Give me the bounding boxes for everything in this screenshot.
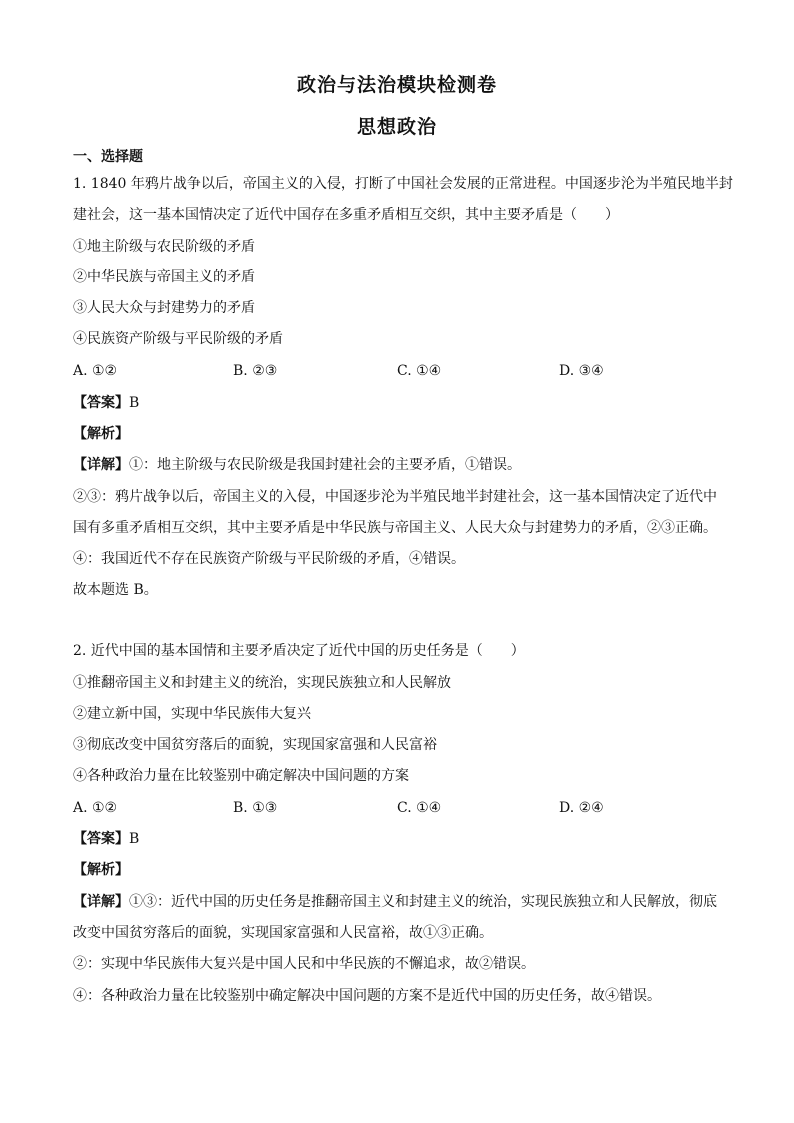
page-subtitle: 思想政治	[356, 116, 437, 138]
q2-answer	[73, 829, 733, 849]
q2-stem: 2. 近代中国的基本国情和主要矛盾决定了近代中国的历史任务是（ ）	[73, 643, 525, 659]
q2-detail-line3: ②：实现中华民族伟大复兴是中国人民和中华民族的不懈追求，故②错误。	[73, 956, 535, 972]
q1-stem-line1: 1. 1840 年鸦片战争以后，帝国主义的入侵，打断了中国社会发展的正常进程。中国逐步沦为半殖民地半封	[73, 176, 733, 192]
q2-option-b: B. ①③	[233, 800, 278, 816]
answer-value: B	[129, 831, 140, 847]
q2-item-1: ①推翻帝国主义和封建主义的统治，实现民族独立和人民解放	[73, 675, 451, 691]
q1-option-c: C. ①④	[397, 363, 442, 379]
q1-item-2: ②中华民族与帝国主义的矛盾	[73, 269, 255, 285]
q1-detail-line2: ②③：鸦片战争以后，帝国主义的入侵，中国逐步沦为半殖民地半封建社会，这一基本国情决定了近代中	[73, 489, 717, 505]
q1-answer	[73, 393, 733, 413]
answer-value: B	[129, 395, 140, 411]
q1-option-a: A. ①②	[73, 363, 118, 379]
q2-item-2: ②建立新中国，实现中华民族伟大复兴	[73, 706, 311, 722]
q1-item-4: ④民族资产阶级与平民阶级的矛盾	[73, 331, 283, 347]
q2-detail-line2: 改变中国贫穷落后的面貌，实现国家富强和人民富裕，故①③正确。	[73, 925, 493, 941]
q2-detail-line4: ④：各种政治力量在比较鉴别中确定解决中国问题的方案不是近代中国的历史任务，故④错误。	[73, 988, 661, 1004]
q1-option-b: B. ②③	[233, 363, 278, 379]
q2-analysis-tag: 【解析】	[73, 862, 129, 878]
q2-option-c: C. ①④	[397, 800, 442, 816]
q1-stem-line2: 建社会，这一基本国情决定了近代中国存在多重矛盾相互交织，其中主要矛盾是（ ）	[73, 207, 619, 223]
q2-item-4: ④各种政治力量在比较鉴别中确定解决中国问题的方案	[73, 768, 409, 784]
detail-text: ①③：近代中国的历史任务是推翻帝国主义和封建主义的统治，实现民族独立和人民解放，彻底	[129, 894, 717, 910]
q2-item-3: ③彻底改变中国贫穷落后的面貌，实现国家富强和人民富裕	[73, 737, 437, 753]
detail-text: ①：地主阶级与农民阶级是我国封建社会的主要矛盾，①错误。	[129, 457, 521, 473]
q1-item-1: ①地主阶级与农民阶级的矛盾	[73, 239, 255, 255]
q1-conclusion: 故本题选 B。	[73, 582, 158, 598]
answer-tag: 【答案】	[73, 831, 129, 847]
q1-option-d: D. ③④	[559, 363, 604, 379]
section-heading: 一、选择题	[73, 149, 143, 165]
page-title: 政治与法治模块检测卷	[296, 74, 497, 96]
answer-tag: 【答案】	[73, 395, 129, 411]
q2-option-d: D. ②④	[559, 800, 604, 816]
detail-tag: 【详解】	[73, 457, 129, 473]
q1-detail-line3: 国有多重矛盾相互交织，其中主要矛盾是中华民族与帝国主义、人民大众与封建势力的矛盾，②③正确。	[73, 520, 717, 536]
q1-analysis-tag: 【解析】	[73, 426, 129, 442]
q2-detail-line1	[73, 892, 733, 912]
detail-tag: 【详解】	[73, 894, 129, 910]
q2-option-a: A. ①②	[73, 800, 118, 816]
q1-item-3: ③人民大众与封建势力的矛盾	[73, 300, 255, 316]
q1-detail-line1	[73, 455, 733, 475]
q1-detail-line4: ④：我国近代不存在民族资产阶级与平民阶级的矛盾，④错误。	[73, 551, 465, 567]
